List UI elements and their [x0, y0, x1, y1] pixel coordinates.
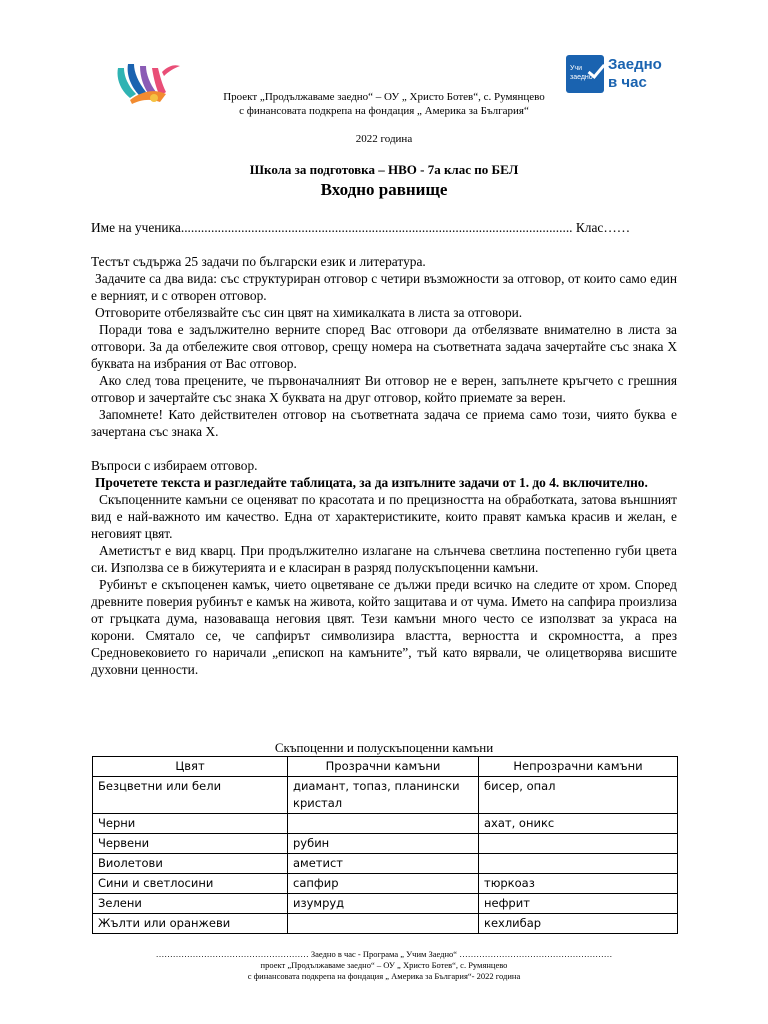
intro-paragraph: Поради това е задължително верните според Вас отговори да отбелязвате внимателно в листа за отговори. За да отбележите своя отговор, срещу номера на съответната задача зачертайте със знака Х буквата на избрания от Вас отговор. — [91, 322, 677, 371]
intro-paragraph: Отговорите отбелязвайте със син цвят на химикалката в листа за отговори. — [95, 305, 523, 320]
table-cell — [479, 854, 678, 874]
table-cell: Зелени — [93, 894, 288, 914]
questions-label: Въпроси с избираем отговор. — [91, 458, 258, 473]
table-cell: сапфир — [288, 874, 479, 894]
table-cell: аметист — [288, 854, 479, 874]
logo-box — [566, 55, 604, 93]
table-header-cell: Цвят — [93, 757, 288, 777]
footer-program-line: ……………………………………………… Заедно в час - Програма „ Учим Заедно“ ……………………………………………… — [155, 949, 613, 959]
table-row — [93, 777, 678, 814]
table-cell: нефрит — [479, 894, 678, 914]
table-cell: ахат, оникс — [479, 814, 678, 834]
text-paragraph: Скъпоценните камъни се оценяват по красотата и по прецизността на обработката, затова външният вид е най-важното им качество. Една от характеристиките, които правят камъка красив и желан, е неговият цвят. — [91, 492, 677, 541]
logo-box-check — [588, 60, 606, 79]
logo-brand-line-1: Заедно — [608, 56, 662, 73]
footer-funding-line: с финансовата подкрепа на фондация „ Америка за България“- 2022 година — [247, 971, 521, 981]
intro-paragraph: Ако след това прецените, че първоначалният Ви отговор не е верен, запълнете кръгчето с грешния отговор и зачертайте със знака Х буквата на друг отговор, който приемате за верен. — [91, 373, 677, 405]
header-year: 2022 година — [355, 133, 413, 145]
page-title: Входно равнище — [320, 180, 448, 199]
table-cell — [288, 814, 479, 834]
table-caption: Скъпоценни и полускъпоценни камъни — [274, 740, 494, 755]
table-row — [93, 854, 678, 874]
school-title: Школа за подготовка – НВО - 7а клас по БЕЛ — [249, 162, 519, 177]
text-paragraph: Рубинът е скъпоценен камък, чието оцветяване се дължи преди всичко на следите от хром. Според древните поверия рубинът е камък на живота, който защитава и от чума. Името на сапфира произлиза от гръцката дума, назоваваща неговия цвят. Тези камъни много често се използват за украса на корони. Смятало се, че сапфирът символизира властта, верността и скромността, а през Средновековието го наричали „епископ на камъните”, тъй като вярвали, че олицетворява висшите духовни ценности. — [91, 577, 677, 677]
logo-box-text-1: Учи — [570, 65, 583, 72]
table-header-cell: Непрозрачни камъни — [479, 757, 678, 777]
table-cell — [288, 914, 479, 934]
table-row — [93, 874, 678, 894]
table-header-row — [93, 757, 678, 777]
intro-paragraph: Тестът съдържа 25 задачи по български език и литература. — [91, 254, 426, 269]
intro-section — [91, 253, 677, 678]
table-row — [93, 914, 678, 934]
intro-paragraph: Запомнете! Като действителен отговор на съответната задача се приема само този, чиято буква е зачертана със знака Х. — [91, 407, 677, 439]
table-row — [93, 834, 678, 854]
table-cell: Безцветни или бели — [93, 777, 288, 814]
table-cell: кехлибар — [479, 914, 678, 934]
table-cell: Виолетови — [93, 854, 288, 874]
teach-for-bulgaria-logo — [566, 55, 662, 93]
table-row — [93, 814, 678, 834]
table-cell: Жълти или оранжеви — [93, 914, 288, 934]
text-paragraph: Аметистът е вид кварц. При продължително излагане на слънчева светлина постепенно губи цвета си. Използва се в бижутерията и е класиран в разряд полускъпоценни камъни. — [91, 543, 677, 575]
logo-box-text-2: заедно — [570, 74, 593, 81]
table-cell: бисер, опал — [479, 777, 678, 814]
intro-paragraph: Задачите са два вида: със структуриран отговор с четири възможности за отговор, от които само един е верният, и с отворен отговор. — [91, 271, 677, 303]
table-cell: Червени — [93, 834, 288, 854]
table-header-cell: Прозрачни камъни — [288, 757, 479, 777]
logo-brand-line-2: в час — [608, 74, 647, 91]
table-cell: Сини и светлосини — [93, 874, 288, 894]
task-instruction: Прочетете текста и разгледайте таблицата, за да изпълните задачи от 1. до 4. включително. — [95, 475, 648, 490]
table-cell: тюркоаз — [479, 874, 678, 894]
table-cell: рубин — [288, 834, 479, 854]
student-name-line: Име на ученика..................................................................................................................... Клас…… — [91, 220, 631, 235]
table-cell: диамант, топаз, планински кристал — [288, 777, 479, 814]
spacer — [91, 440, 677, 457]
table-cell: изумруд — [288, 894, 479, 914]
gemstones-table — [92, 756, 678, 934]
header-funding-line: с финансовата подкрепа на фондация „ Америка за България“ — [239, 105, 529, 117]
table-cell — [479, 834, 678, 854]
table-row — [93, 894, 678, 914]
table-cell: Черни — [93, 814, 288, 834]
footer-project-line: проект „Продължаваме заедно“ – ОУ „ Христо Ботев“, с. Румянцево — [260, 960, 508, 970]
header-project-line: Проект „Продължаваме заедно“ – ОУ „ Христо Ботев“, с. Румянцево — [223, 91, 545, 103]
